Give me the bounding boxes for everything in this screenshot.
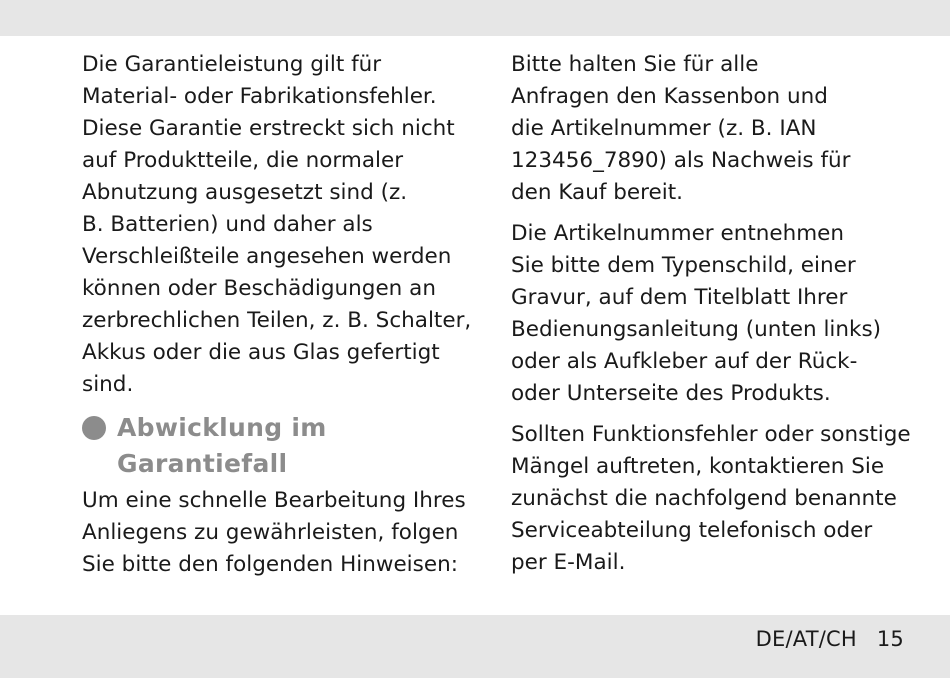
text-line: Sie bitte den folgenden Hinweisen: — [82, 552, 458, 577]
text-line: Die Garantieleistung gilt für — [82, 52, 382, 77]
procedure-paragraph — [82, 485, 482, 581]
text-line: Gravur, auf dem Titelblatt Ihrer — [511, 285, 848, 310]
left-column — [82, 49, 482, 590]
text-line: per E-Mail. — [511, 550, 626, 575]
text-line: Sollten Funktionsfehler oder sonstige — [511, 422, 911, 447]
text-line: 123456_7890) als Nachweis für — [511, 148, 851, 173]
footer-region: DE/AT/CH — [755, 627, 857, 651]
text-line: zerbrechlichen Teilen, z. B. Schalter, — [82, 308, 472, 333]
heading-line: Garantiefall — [117, 449, 288, 478]
text-line: Serviceabteilung telefonisch oder — [511, 518, 873, 543]
text-line: B. Batterien) und daher als — [82, 212, 373, 237]
text-line: Bedienungsanleitung (unten links) — [511, 317, 882, 342]
page-number: 15 — [876, 627, 904, 651]
text-line: können oder Beschädigungen an — [82, 276, 436, 301]
text-line: Verschleißteile angesehen werden — [82, 244, 452, 269]
text-line: oder als Aufkleber auf der Rück- — [511, 349, 858, 374]
text-line: Sie bitte dem Typenschild, einer — [511, 253, 856, 278]
text-line: Die Artikelnummer entnehmen — [511, 221, 845, 246]
text-line: Anliegens zu gewährleisten, folgen — [82, 520, 459, 545]
heading-line: Abwicklung im — [117, 413, 327, 442]
section-heading — [82, 410, 482, 482]
text-line: oder Unterseite des Produkts. — [511, 381, 831, 406]
text-line: die Artikelnummer (z. B. IAN — [511, 116, 817, 141]
text-line: Akkus oder die aus Glas gefertigt — [82, 340, 440, 365]
text-line: auf Produktteile, die normaler — [82, 148, 404, 173]
top-band — [0, 0, 950, 36]
service-contact-paragraph — [511, 419, 916, 579]
text-line: Diese Garantie erstreckt sich nicht — [82, 116, 455, 141]
text-line: Um eine schnelle Bearbeitung Ihres — [82, 488, 466, 513]
text-line: Anfragen den Kassenbon und — [511, 84, 828, 109]
text-line: Mängel auftreten, kontaktieren Sie — [511, 454, 885, 479]
receipt-paragraph — [511, 49, 916, 209]
text-line: Abnutzung ausgesetzt sind (z. — [82, 180, 408, 205]
text-line: den Kauf bereit. — [511, 180, 683, 205]
text-line: sind. — [82, 372, 134, 397]
text-line: Material- oder Fabrikationsfehler. — [82, 84, 437, 109]
warranty-scope-paragraph — [82, 49, 482, 401]
text-line: zunächst die nachfolgend benannte — [511, 486, 897, 511]
right-column — [511, 49, 916, 588]
article-number-paragraph — [511, 218, 916, 410]
bullet-icon — [82, 416, 106, 440]
text-line: Bitte halten Sie für alle — [511, 52, 759, 77]
footer — [756, 627, 904, 651]
